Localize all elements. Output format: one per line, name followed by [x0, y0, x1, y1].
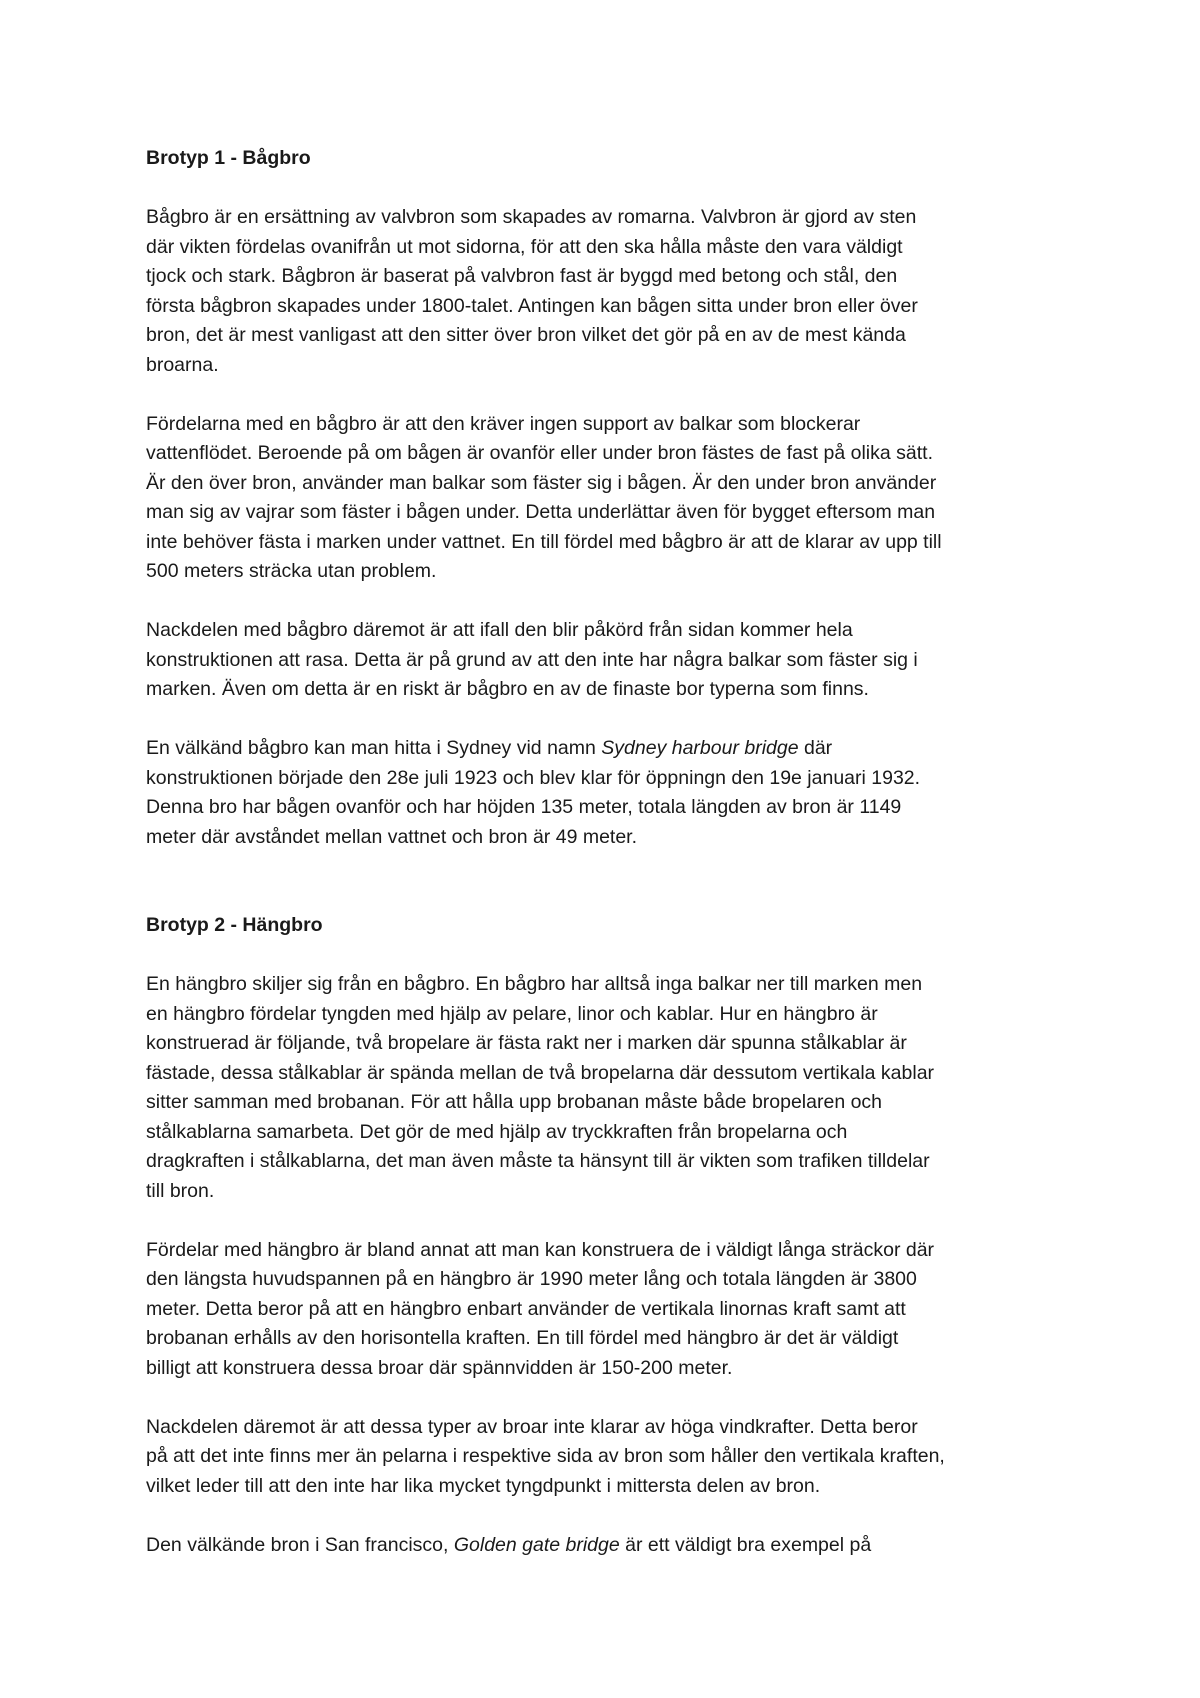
text-line: konstruktionen att rasa. Detta är på grund av att den inte har några balkar som fäster sig i — [146, 648, 918, 671]
text-line: meter. Detta beror på att en hängbro enbart använder de vertikala linornas kraft samt att — [146, 1297, 906, 1320]
bridge-name-golden-gate: Golden gate bridge — [453, 1533, 620, 1556]
text-line: stålkablarna samarbeta. Det gör de med hjälp av tryckkraften från bropelarna och — [146, 1120, 848, 1143]
text-line: En hängbro skiljer sig från en bågbro. En bågbro har alltså inga balkar ner till marken men — [146, 973, 923, 995]
text-line: Är den över bron, använder man balkar som fäster sig i bågen. Är den under bron använder — [146, 471, 937, 494]
text-line: Nackdelen med bågbro däremot är att ifall den blir påkörd från sidan kommer hela — [146, 619, 853, 641]
text-line: marken. Även om detta är en riskt är bågbro en av de finaste bor typerna som finns. — [146, 678, 869, 700]
text-segment: är ett väldigt bra exempel på — [619, 1533, 872, 1556]
text-segment: En välkänd bågbro kan man hitta i Sydney vid namn — [146, 737, 602, 759]
text-line — [146, 1531, 1066, 1561]
text-line: 500 meters sträcka utan problem. — [146, 560, 437, 582]
text-segment: Den välkände bron i San francisco, — [146, 1533, 454, 1556]
paragraph-bagbro-example — [146, 734, 1066, 852]
paragraph-bagbro-advantages — [146, 410, 1066, 587]
text-line: konstruerad är följande, två bropelare är fästa rakt ner i marken där spunna stålkablar är — [146, 1032, 907, 1054]
paragraph-hangbro-example — [146, 1531, 1066, 1561]
text-line: vilket leder till att den inte har lika mycket tyngdpunkt i mittersta delen av bron. — [146, 1474, 821, 1497]
paragraph-hangbro-disadvantages — [146, 1413, 1066, 1502]
text-line: brobanan erhålls av den horisontella kraften. En till fördel med hängbro är det är väldigt — [146, 1327, 899, 1349]
text-line: inte behöver fästa i marken under vattnet. En till fördel med bågbro är att de klarar av upp till — [146, 530, 942, 553]
text-segment: där — [798, 737, 833, 759]
text-line: första bågbron skapades under 1800-talet. Antingen kan bågen sitta under bron eller över — [146, 294, 918, 317]
text-line: bron, det är mest vanligast att den sitter över bron vilket det gör på en av de mest kända — [146, 324, 906, 346]
text-line: Bågbro är en ersättning av valvbron som skapades av romarna. Valvbron är gjord av sten — [146, 206, 917, 228]
paragraph-hangbro-advantages — [146, 1236, 1066, 1384]
text-line — [146, 734, 1066, 764]
section-spacer — [146, 882, 1066, 912]
paragraph-bagbro-intro — [146, 203, 1066, 380]
text-line: Fördelarna med en bågbro är att den kräver ingen support av balkar som blockerar — [146, 412, 861, 435]
text-line: tjock och stark. Bågbron är baserat på valvbron fast är byggd med betong och stål, den — [146, 265, 898, 287]
text-line: Fördelar med hängbro är bland annat att man kan konstruera de i väldigt långa sträckor där — [146, 1238, 935, 1261]
bridge-name-sydney: Sydney harbour bridge — [601, 737, 799, 759]
text-line: vattenflödet. Beroende på om bågen är ovanför eller under bron fästes de fast på olika sätt. — [146, 442, 933, 464]
text-line: Nackdelen däremot är att dessa typer av broar inte klarar av höga vindkrafter. Detta beror — [146, 1415, 918, 1438]
paragraph-hangbro-intro — [146, 970, 1066, 1206]
text-line: konstruktionen började den 28e juli 1923 och blev klar för öppningn den 19e januari 1932. — [146, 766, 921, 789]
paragraph-bagbro-disadvantages — [146, 616, 1066, 705]
text-line: där vikten fördelas ovanifrån ut mot sidorna, för att den ska hålla måste den vara väldigt — [146, 235, 903, 258]
text-line: dragkraften i stålkablarna, det man även måste ta hänsynt till är vikten som trafiken tilldelar — [146, 1150, 930, 1172]
text-line: sitter samman med brobanan. För att hålla upp brobanan måste både bropelaren och — [146, 1091, 883, 1113]
text-line: till bron. — [146, 1179, 215, 1202]
text-line: på att det inte finns mer än pelarna i respektive sida av bron som håller den vertikala kraften, — [146, 1445, 945, 1467]
text-line: en hängbro fördelar tyngden med hjälp av pelare, linor och kablar. Hur en hängbro är — [146, 1002, 878, 1025]
text-line: Denna bro har bågen ovanför och har höjden 135 meter, totala längden av bron är 1149 — [146, 796, 902, 818]
section-heading-hangbro: Brotyp 2 - Hängbro — [146, 914, 323, 936]
text-line: broarna. — [146, 353, 219, 376]
section-heading-bagbro: Brotyp 1 - Bågbro — [146, 147, 311, 169]
text-line: den längsta huvudspannen på en hängbro är 1990 meter lång och totala längden är 3800 — [146, 1268, 917, 1290]
text-line: man sig av vajrar som fäster i bågen under. Detta underlättar även för bygget eftersom man — [146, 501, 936, 523]
text-line: meter där avståndet mellan vattnet och bron är 49 meter. — [146, 825, 638, 848]
text-line: fästade, dessa stålkablar är spända mellan de två bropelarna där dessutom vertikala kablar — [146, 1061, 935, 1084]
document-page — [146, 144, 1066, 1590]
text-line: billigt att konstruera dessa broar där spännvidden är 150-200 meter. — [146, 1356, 733, 1379]
